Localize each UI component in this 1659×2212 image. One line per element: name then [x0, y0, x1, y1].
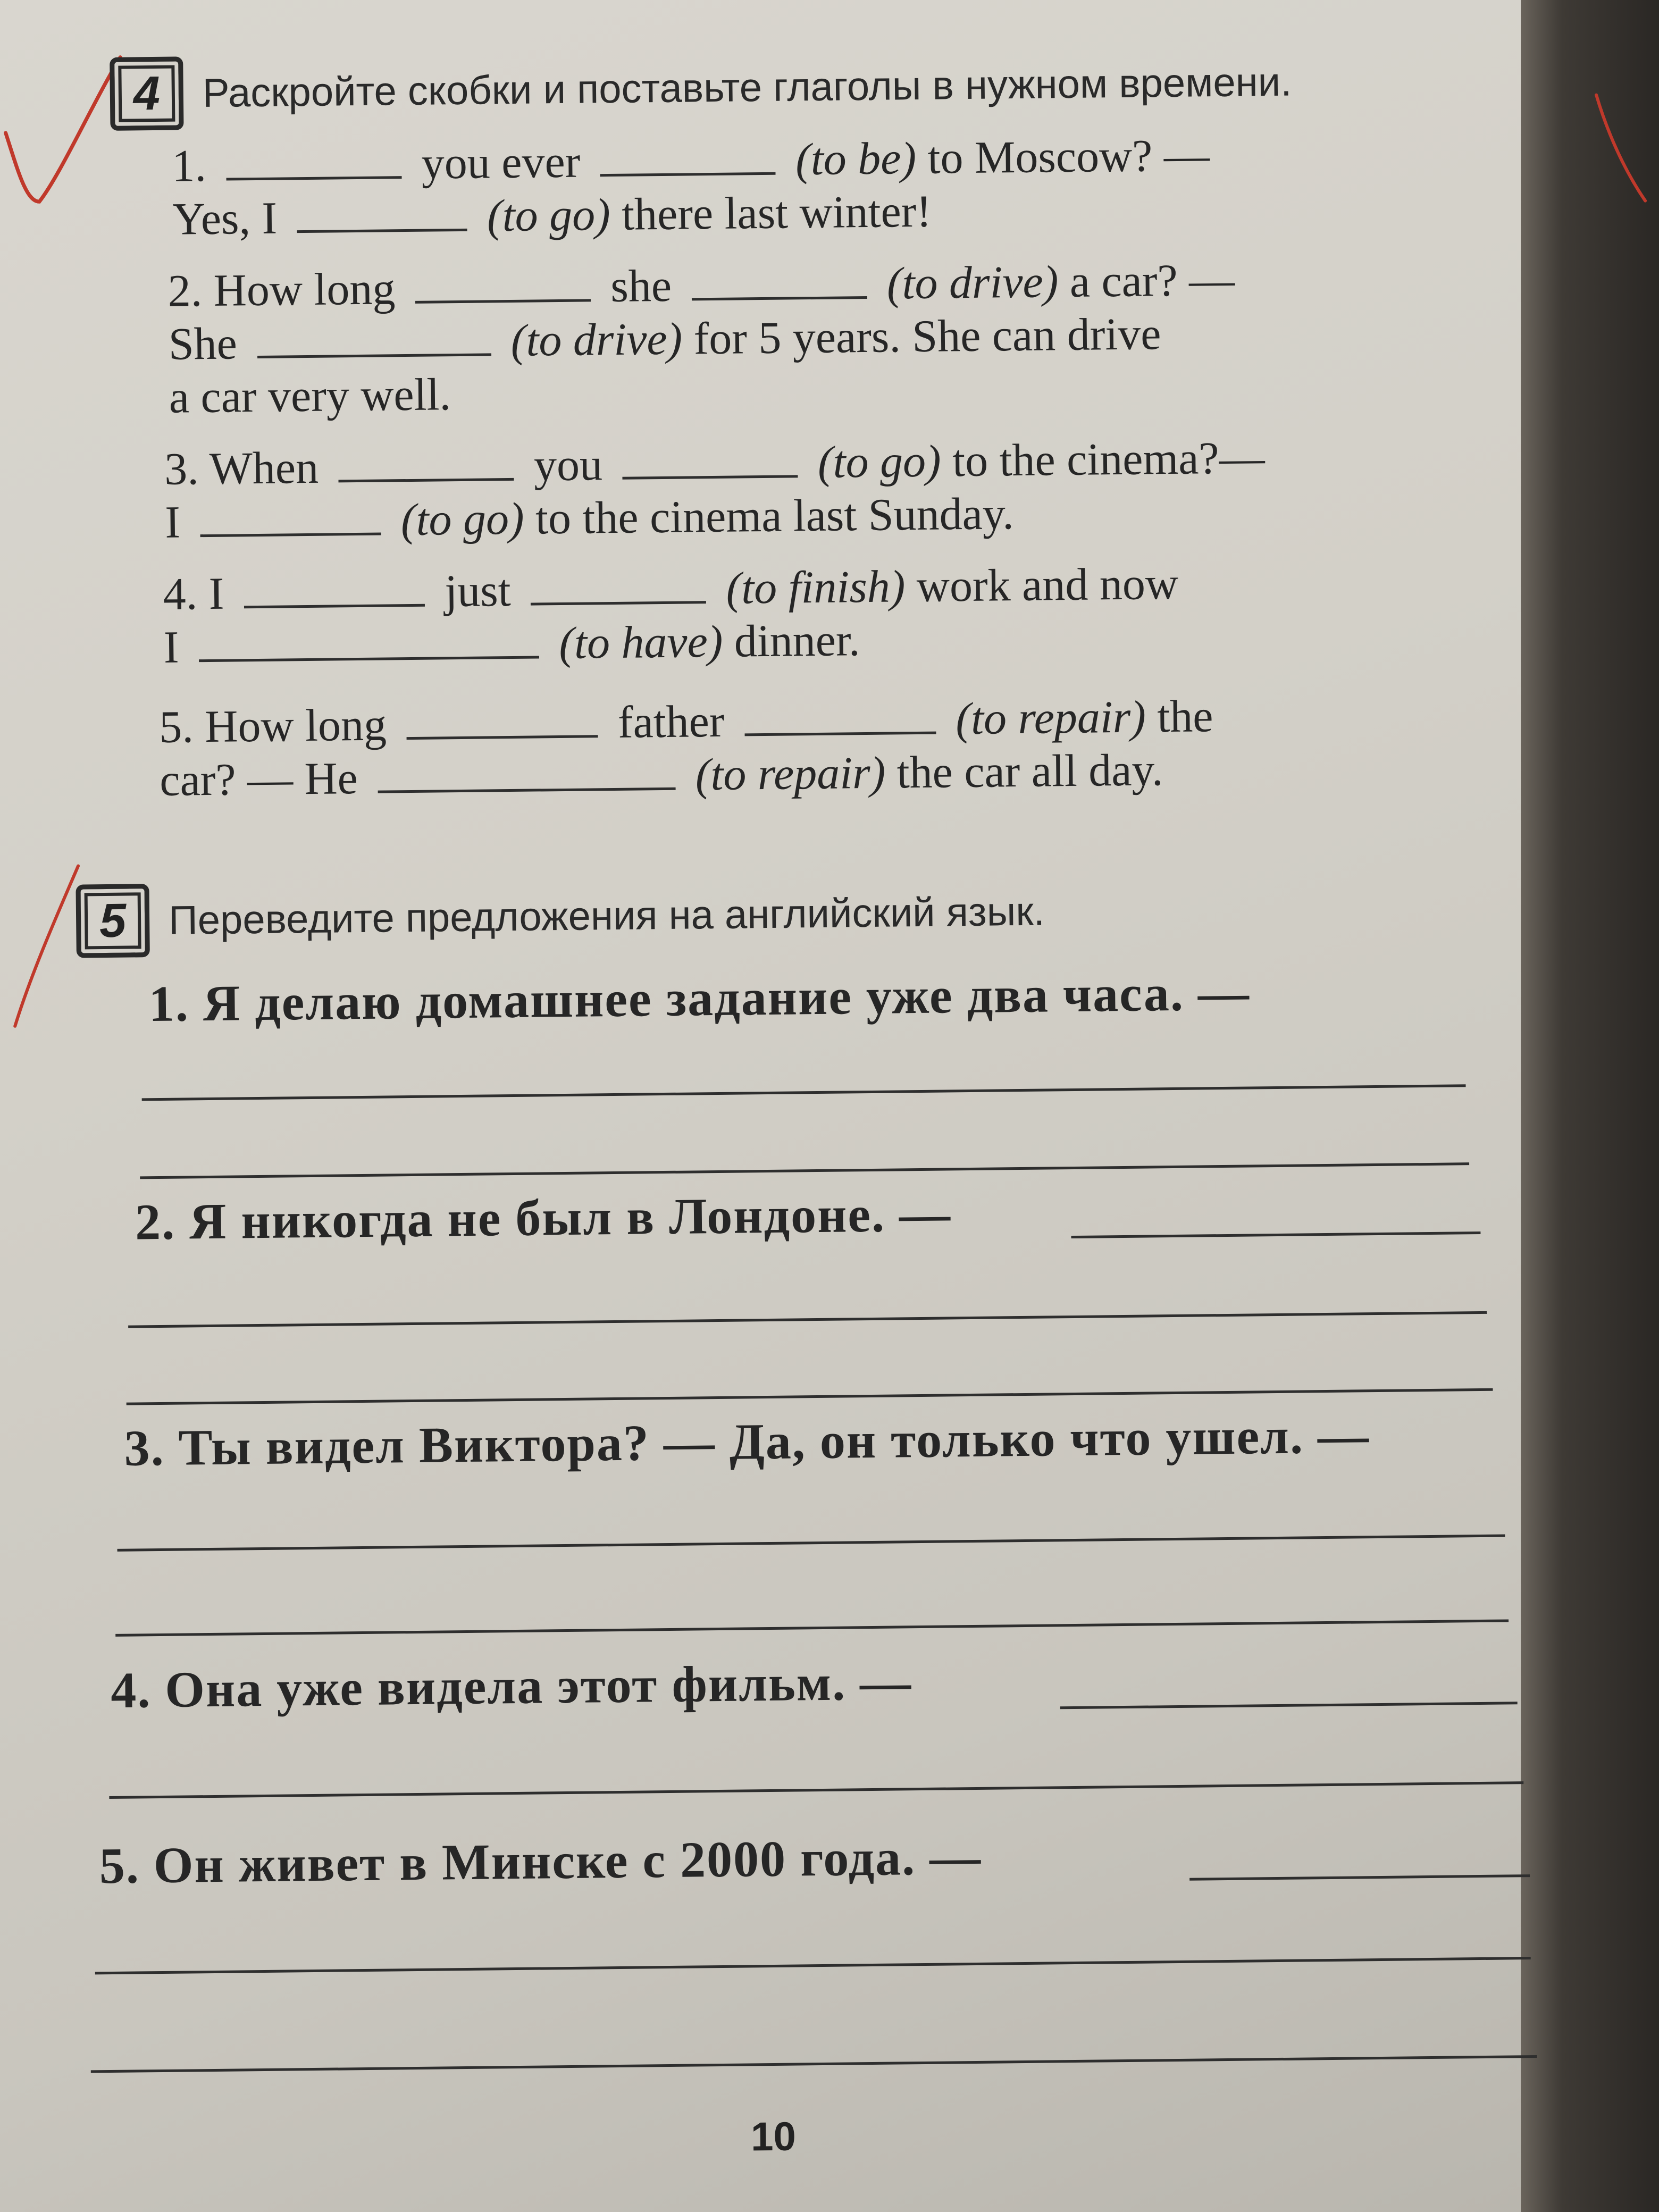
answer-line[interactable]	[142, 1084, 1466, 1101]
red-line-icon	[9, 860, 85, 1031]
exercise-line: 1. you ever (to be) to Moscow? —	[171, 129, 1210, 191]
verb-hint: (to drive)	[886, 256, 1059, 309]
item-number: 5.	[158, 701, 194, 752]
verb-hint: (to be)	[795, 132, 917, 185]
answer-blank[interactable]	[744, 694, 936, 736]
exercise-line: car? — He (to repair) the car all day.	[159, 744, 1163, 806]
exercise-4-header	[110, 45, 1292, 131]
exercise-line: 2. How long she (to drive) a car? —	[167, 254, 1235, 316]
answer-blank[interactable]	[622, 438, 798, 479]
exercise-line: I (to go) to the cinema last Sunday.	[164, 488, 1015, 548]
answer-line[interactable]	[95, 1957, 1531, 1974]
answer-line[interactable]	[118, 1535, 1505, 1552]
exercise-line: 5. How long father (to repair) the	[158, 690, 1213, 752]
answer-line[interactable]	[140, 1162, 1469, 1179]
answer-blank[interactable]	[531, 564, 707, 605]
exercise-number-badge: 4	[110, 56, 183, 130]
answer-blank[interactable]	[406, 698, 598, 740]
exercise-line: Yes, I (to go) there last winter!	[172, 185, 932, 245]
exercise-instruction: Раскройте скобки и поставьте глаголы в нужном времени.	[202, 59, 1292, 116]
red-checkmark-icon	[1, 47, 124, 207]
translation-sentence: 4. Она уже видела этот фильм. —	[110, 1653, 912, 1719]
answer-blank[interactable]	[415, 262, 591, 303]
answer-blank[interactable]	[226, 139, 402, 180]
exercise-line: 4. I just (to finish) work and now	[163, 557, 1179, 619]
exercise-line: I (to have) dinner.	[163, 614, 860, 673]
translation-sentence: 3. Ты видел Виктора? — Да, он только что ушел. —	[123, 1406, 1370, 1477]
exercise-line: She (to drive) for 5 years. She can drive	[168, 308, 1161, 370]
answer-line[interactable]	[115, 1619, 1509, 1636]
item-number: 1.	[171, 139, 207, 191]
verb-hint: (to finish)	[726, 560, 906, 614]
verb-hint: (to go)	[487, 189, 611, 241]
verb-hint: (to go)	[400, 492, 525, 546]
verb-hint: (to repair)	[695, 747, 886, 800]
answer-line[interactable]	[1189, 1874, 1530, 1881]
answer-line[interactable]	[1060, 1702, 1518, 1709]
answer-line[interactable]	[127, 1388, 1493, 1405]
answer-line[interactable]	[109, 1781, 1523, 1799]
exercise-line: 3. When you (to go) to the cinema?—	[164, 432, 1266, 495]
translation-sentence: 2. Я никогда не был в Лондоне. —	[135, 1185, 952, 1251]
exercise-5-header	[76, 875, 1045, 958]
verb-hint: (to drive)	[510, 313, 683, 366]
answer-blank[interactable]	[198, 618, 539, 662]
exercise-line: a car very well.	[169, 368, 451, 423]
page-edge-shadow	[1521, 0, 1659, 2212]
page-number: 10	[750, 2114, 797, 2160]
translation-sentence: 1. Я делаю домашнее задание уже два часа. —	[148, 963, 1251, 1033]
verb-hint: (to go)	[817, 435, 942, 488]
answer-blank[interactable]	[297, 191, 467, 233]
exercise-instruction: Переведите предложения на английский язык.	[168, 889, 1045, 943]
answer-blank[interactable]	[600, 135, 776, 177]
verb-hint: (to repair)	[955, 691, 1146, 744]
item-number: 2.	[167, 265, 203, 316]
answer-blank[interactable]	[257, 316, 491, 358]
exercise-number-badge: 5	[76, 884, 149, 958]
answer-line[interactable]	[1071, 1231, 1480, 1238]
answer-blank[interactable]	[338, 441, 514, 482]
answer-blank[interactable]	[691, 259, 867, 300]
verb-hint: (to have)	[558, 615, 723, 669]
red-mark-icon	[1591, 89, 1650, 207]
answer-blank[interactable]	[200, 496, 381, 538]
item-number: 4.	[163, 568, 198, 619]
translation-sentence: 5. Он живет в Минске с 2000 года. —	[99, 1828, 982, 1895]
answer-blank[interactable]	[378, 750, 676, 793]
item-number: 3.	[164, 443, 199, 495]
answer-line[interactable]	[91, 2055, 1537, 2073]
answer-line[interactable]	[128, 1311, 1487, 1328]
answer-blank[interactable]	[244, 567, 425, 609]
